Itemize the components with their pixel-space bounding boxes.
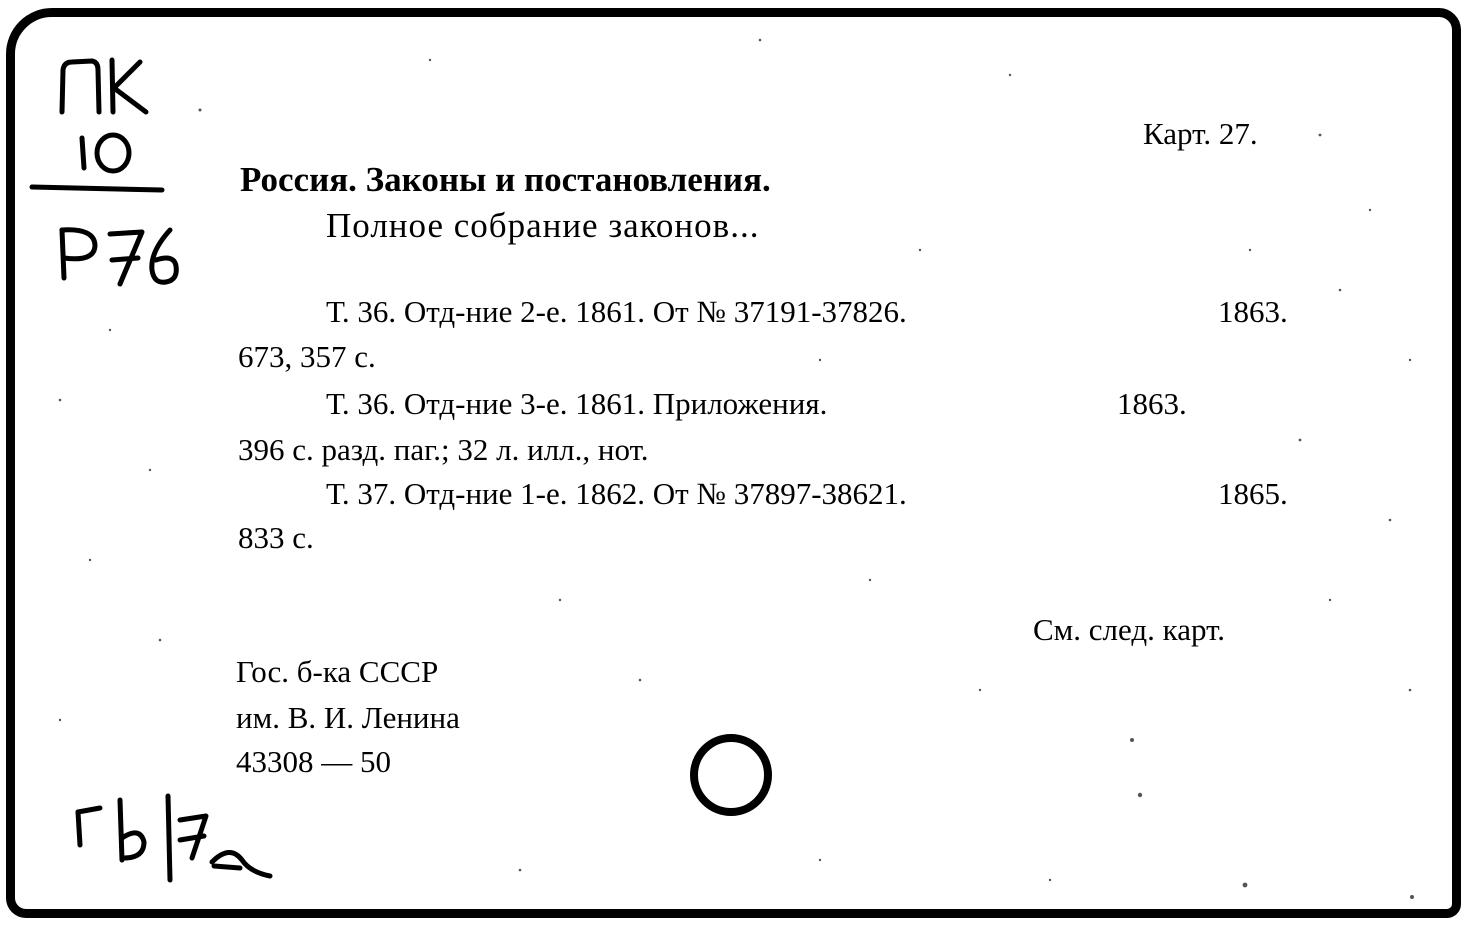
card-heading: Россия. Законы и постановления. [240,160,771,199]
entry-1-year: 1863. [1218,294,1288,329]
entry-3-description: Т. 37. Отд-ние 1-е. 1862. От № 37897-38621. [326,476,907,511]
entry-2-pages: 396 с. разд. паг.; 32 л. илл., нот. [238,432,649,467]
punch-hole [690,734,772,816]
entry-1-pages: 673, 357 с. [238,339,376,374]
library-code: 43308 — 50 [236,744,391,779]
entry-2-year: 1863. [1117,386,1187,421]
card-number: Карт. 27. [1143,116,1258,151]
entry-3-pages: 833 с. [238,520,314,555]
entry-1-description: Т. 36. Отд-ние 2-е. 1861. От № 37191-37826. [326,294,907,329]
library-name: Гос. б-ка СССР [236,654,439,689]
see-next-card: См. след. карт. [1033,612,1226,647]
entry-3-year: 1865. [1218,476,1288,511]
card-title: Полное собрание законов... [326,206,760,245]
entry-2-description: Т. 36. Отд-ние 3-е. 1861. Приложения. [326,386,828,421]
library-dedication: им. В. И. Ленина [236,700,460,735]
